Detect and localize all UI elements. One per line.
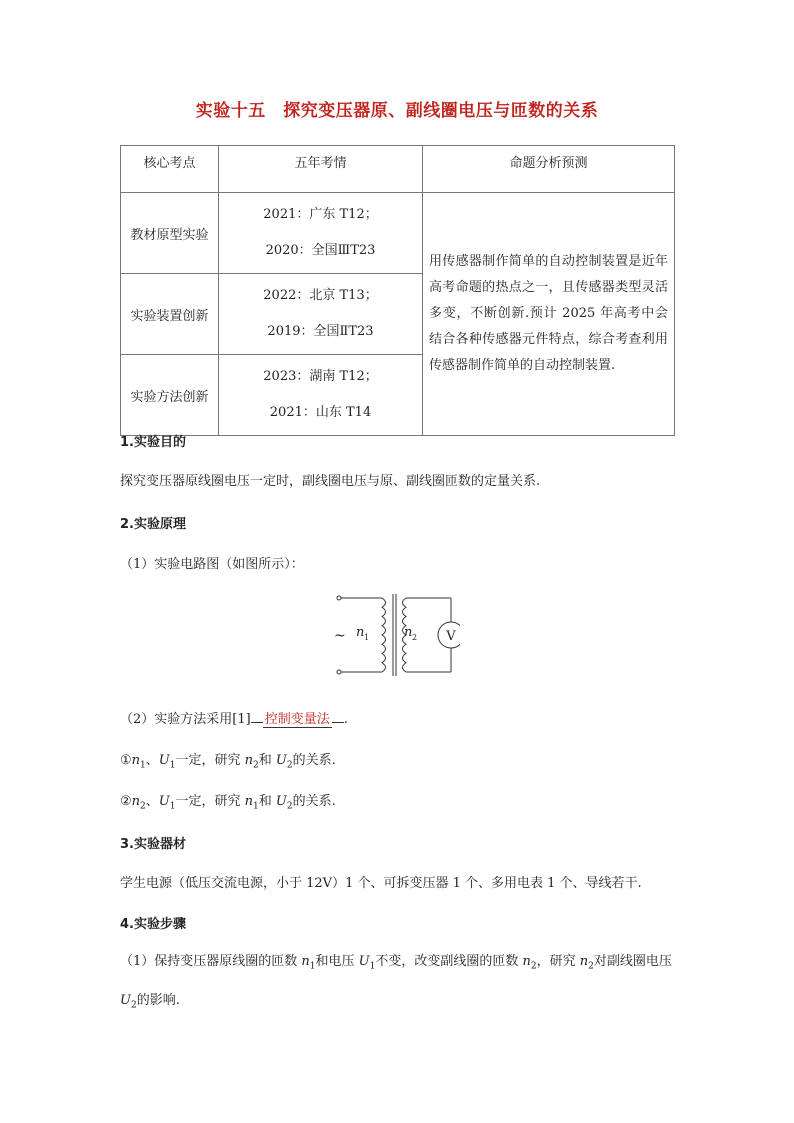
var-u: U: [275, 794, 287, 809]
text-fragment: 和电压: [315, 954, 359, 969]
text-fragment: 一定，研究: [175, 794, 245, 809]
text-fragment: 的关系.: [292, 794, 336, 809]
answer-control-variable: 控制变量法: [264, 712, 330, 727]
var-sub: 2: [253, 760, 259, 771]
table-cell-years: [219, 355, 423, 436]
text-fragment: 的关系.: [292, 753, 336, 768]
transformer-circuit-diagram: [330, 588, 460, 680]
table-row: [121, 193, 675, 274]
table-cell-category: 教材原型实验: [121, 193, 219, 274]
var-n: n: [579, 954, 589, 969]
primary-coil-subscript: 1: [364, 633, 370, 642]
var-n: n: [244, 753, 253, 768]
var-sub: 1: [253, 801, 259, 812]
var-sub: 2: [286, 801, 293, 812]
primary-coil: [382, 598, 386, 672]
ac-source-symbol: ~: [334, 628, 346, 644]
section-title-purpose: 1.实验目的: [120, 435, 186, 450]
method-item-2: [120, 790, 680, 812]
var-sub: 2: [130, 1000, 137, 1011]
var-n: n: [131, 794, 141, 809]
var-sub: 2: [140, 801, 146, 812]
equipment-text: 学生电源（低压交流电源，小于 12V）1 个、可拆变压器 1 个、多用电表 1 个、导线若干.: [120, 876, 642, 891]
var-n: n: [301, 954, 310, 969]
method-item-1: [120, 749, 680, 771]
section-title-steps: 4.实验步骤: [120, 917, 186, 932]
var-sub: 1: [369, 961, 376, 972]
year-entry: 2020：全国ⅢT23: [265, 243, 376, 258]
secondary-coil-label: n: [404, 625, 413, 640]
separator: 、: [145, 753, 159, 768]
var-sub: 2: [530, 961, 537, 972]
table-header-cell: 五年考情: [219, 146, 423, 193]
var-u: U: [158, 794, 170, 809]
section-title-principle: 2.实验原理: [120, 517, 186, 532]
table-header-row: [121, 146, 675, 193]
item-mark: ②: [120, 794, 132, 809]
var-u: U: [358, 954, 370, 969]
separator: 、: [145, 794, 159, 809]
voltmeter-label: V: [446, 629, 456, 644]
var-sub: 1: [169, 760, 176, 771]
method-line: [120, 708, 680, 727]
var-sub: 1: [309, 961, 316, 972]
year-entry: 2022：北京 T13；: [263, 288, 378, 303]
step-1-text: [120, 945, 676, 1022]
text-fragment: 和: [258, 794, 276, 809]
exam-analysis-table: [120, 145, 675, 436]
var-u: U: [275, 753, 287, 768]
purpose-text: 探究变压器原线圈电压一定时，副线圈电压与原、副线圈匝数的定量关系.: [120, 474, 541, 489]
terminal-bottom: [337, 670, 341, 674]
var-sub: 2: [588, 961, 594, 972]
var-u: U: [158, 753, 170, 768]
table-cell-category: 实验方法创新: [121, 355, 219, 436]
primary-coil-label: n: [356, 625, 365, 640]
page-title: 实验十五 探究变压器原、副线圈电压与匝数的关系: [195, 101, 599, 121]
text-fragment: 的影响.: [136, 992, 180, 1008]
var-n: n: [244, 794, 253, 809]
terminal-top: [337, 596, 341, 600]
var-sub: 1: [140, 760, 146, 771]
year-entry: 2021：山东 T14: [269, 405, 372, 420]
year-entry: 2019：全国ⅡT23: [267, 324, 374, 339]
var-u: U: [120, 992, 131, 1008]
answer-blank-left: [251, 722, 263, 723]
year-entry: 2023：湖南 T12；: [263, 369, 378, 384]
year-entry: 2021：广东 T12；: [263, 207, 378, 222]
text-fragment: 对副线圈电压: [593, 954, 672, 969]
var-sub: 1: [169, 801, 176, 812]
text-fragment: 和: [258, 753, 276, 768]
var-sub: 2: [286, 760, 293, 771]
table-header-cell: 核心考点: [121, 146, 219, 193]
section-title-equipment: 3.实验器材: [120, 837, 186, 852]
var-n: n: [522, 954, 531, 969]
table-cell-category: 实验装置创新: [121, 274, 219, 355]
text-fragment: （1）保持变压器原线圈的匝数: [120, 954, 302, 969]
table-cell-analysis: 用传感器制作简单的自动控制装置是近年高考命题的热点之一，且传感器类型灵活多变，不断创新.预计 2025 年高考中会结合各种传感器元件特点，综合考查利用传感器制作简单的自动控制装置.: [423, 193, 675, 436]
method-prefix: （2）实验方法采用[1]: [120, 712, 251, 727]
item-mark: ①: [120, 753, 132, 768]
text-fragment: 一定，研究: [175, 753, 245, 768]
text-fragment: ，研究: [536, 954, 580, 969]
var-n: n: [131, 753, 141, 768]
answer-blank-right: [332, 722, 344, 723]
secondary-coil-subscript: 2: [412, 633, 418, 642]
method-suffix: .: [343, 712, 348, 727]
table-header-cell: 命题分析预测: [423, 146, 675, 193]
principle-circuit-caption: （1）实验电路图（如图所示）：: [120, 557, 304, 572]
table-cell-years: [219, 274, 423, 355]
text-fragment: 不变，改变副线圈的匝数: [375, 954, 523, 969]
table-cell-years: [219, 193, 423, 274]
